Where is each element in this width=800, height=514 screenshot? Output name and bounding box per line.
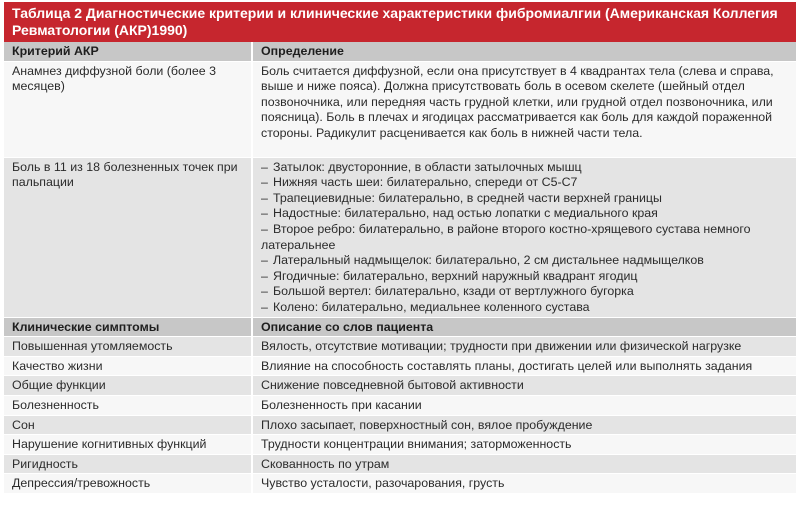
description-cell: Снижение повседневной бытовой активности	[252, 376, 796, 396]
criterion-cell: Анамнез диффузной боли (более 3 месяцев)	[4, 61, 252, 157]
symptom-cell: Депрессия/тревожность	[4, 474, 252, 494]
tender-points-cell	[252, 157, 796, 317]
table-row	[4, 61, 796, 157]
table-row	[4, 376, 796, 396]
list-item: – Большой вертел: билатерально, кзади от вертлужного бугорка	[261, 284, 634, 299]
symptoms-header-left: Клинические симптомы	[4, 317, 252, 337]
criteria-header-right: Определение	[252, 42, 796, 61]
symptom-cell: Повышенная утомляемость	[4, 337, 252, 357]
list-item: – Латеральный надмыщелок: билатерально, 2 см дистальнее надмыщелков	[261, 253, 704, 268]
table-row	[4, 454, 796, 474]
list-item: – Ягодичные: билатерально, верхний наружный квадрант ягодиц	[261, 268, 638, 283]
description-cell: Трудности концентрации внимания; заторможенность	[252, 435, 796, 455]
definition-text: Боль считается диффузной, если она присутствует в 4 квадрантах тела (слева и справа, выше и ниже пояса). Должна присутствовать боль в осевом скелете (шейный отдел позвоночника, или передняя часть грудной клетки, или грудной отдел позвоночника, или поясница). Боль в плечах и ягодицах рассматривается как боль для каждой пораженной стороны. Радикулит расценивается как боль в нижней части тела.	[261, 63, 774, 140]
description-cell: Болезненность при касании	[252, 395, 796, 415]
list-item: – Надостные: билатерально, над остью лопатки с медиального края	[261, 206, 658, 221]
symptom-cell: Качество жизни	[4, 356, 252, 376]
description-cell: Чувство усталости, разочарования, грусть	[252, 474, 796, 494]
symptom-cell: Нарушение когнитивных функций	[4, 435, 252, 455]
tender-points-list	[261, 160, 790, 316]
criterion-cell: Боль в 11 из 18 болезненных точек при пальпации	[4, 157, 252, 317]
symptoms-header-row	[4, 317, 796, 337]
table-row	[4, 395, 796, 415]
description-cell: Плохо засыпает, поверхностный сон, вялое пробуждение	[252, 415, 796, 435]
symptom-cell: Болезненность	[4, 395, 252, 415]
table-row	[4, 337, 796, 357]
symptom-cell: Ригидность	[4, 454, 252, 474]
table-row	[4, 435, 796, 455]
table-row	[4, 474, 796, 494]
list-item: – Затылок: двусторонние, в области затылочных мышц	[261, 159, 582, 174]
symptom-cell: Сон	[4, 415, 252, 435]
table-row	[4, 356, 796, 376]
description-cell: Вялость, отсутствие мотивации; трудности при движении или физической нагрузке	[252, 337, 796, 357]
description-cell: Скованность по утрам	[252, 454, 796, 474]
list-item: – Трапециевидные: билатерально, в средней части верхней границы	[261, 190, 662, 205]
fibromyalgia-table	[4, 42, 796, 494]
definition-cell	[252, 61, 796, 157]
symptoms-header-right: Описание со слов пациента	[252, 317, 796, 337]
table-row	[4, 415, 796, 435]
criteria-header-left: Критерий АКР	[4, 42, 252, 61]
list-item: – Колено: билатерально, медиальнее коленного сустава	[261, 299, 590, 314]
criteria-header-row	[4, 42, 796, 61]
symptom-cell: Общие функции	[4, 376, 252, 396]
list-item: – Нижняя часть шеи: билатерально, спереди от С5-С7	[261, 175, 578, 190]
table-row	[4, 157, 796, 317]
description-cell: Влияние на способность составлять планы, достигать целей или выполнять задания	[252, 356, 796, 376]
list-item: – Второе ребро: билатерально, в районе второго костно-хрящевого сустава немного латеральнее	[261, 221, 751, 252]
table-title: Таблица 2 Диагностические критерии и клинические характеристики фибромиалгии (Американская Коллегия Ревматологии (АКР)1990)	[4, 2, 796, 42]
